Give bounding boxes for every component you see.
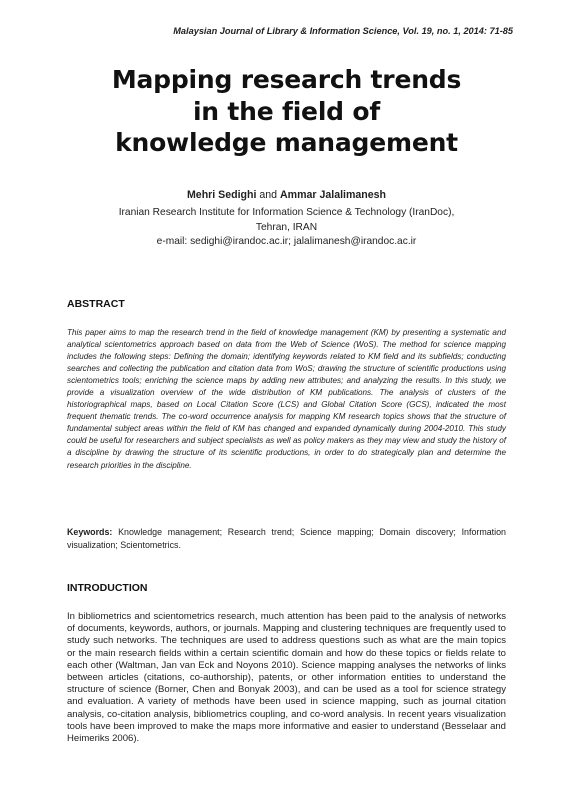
- title-line-2: in the field of: [192, 96, 381, 126]
- affiliation-institute: Iranian Research Institute for Information Science & Technology (IranDoc),: [118, 207, 455, 218]
- abstract-text: This paper aims to map the research trend in the field of knowledge management (KM) by presenting a systematic and analytical scientometrics approach based on data from the Web of Science (WoS). The method for science mapping includes the following steps: Defining the domain; identifying keywords related to KM field and its subfields; conducting searches and collecting the publication and citation data from WoS; drawing the structure of scientific productions using scientometrics tools; enriching the science maps by adding new attributes; and analyzing the results. In this study, we provide a visualization overview of the wide distribution of KM publications. The analysis of clusters of the historiographical maps, based on Local Citation Score (LCS) and Global Citation Score (GCS), indicated the most frequent thematic trends. The co-word occurrence analysis for mapping KM research topics shows that the structure of fundamental subject areas within the field of KM has changed and expanded dynamically during 2004-2010. This study could be useful for researchers and subject specialists as well as policy makers as they may view and study the history of a discipline by drawing the structure of its scientific productions, in order to do strategically plan and determine the research priorities in the discipline.: [67, 328, 506, 470]
- author-1: Mehri Sedighi: [186, 189, 257, 201]
- affiliation-location: Tehran, IRAN: [255, 221, 318, 233]
- abstract-heading: ABSTRACT: [67, 298, 125, 310]
- paper-title: [60, 64, 513, 159]
- keywords-text: Knowledge management; Research trend; Science mapping; Domain discovery; Information visualization; Scientometrics.: [67, 527, 506, 550]
- title-line-1: Mapping research trends: [111, 65, 462, 94]
- running-head: Malaysian Journal of Library & Information Science, Vol. 19, no. 1, 2014: 71-85: [173, 26, 513, 36]
- author-2: Ammar Jalalimanesh: [280, 189, 387, 201]
- affiliation: [60, 206, 513, 250]
- introduction-text: In bibliometrics and scientometrics research, much attention has been paid to the analysis of networks of documents, keywords, authors, or journals. Mapping and clustering techniques are frequently used to study such networks. The techniques are used to address questions such as what are the main topics or the main research fields within a certain scientific domain and how do these topics or fields relate to each other (Waltman, Jan van Eck and Noyons 2010). Science mapping analyses the networks of links between articles (citations, co-authorship), patents, or other information entities to understand the structure of science (Borner, Chen and Bonyak 2003), and can be used as a tool for science strategy and evaluation. A variety of methods have been used in science mapping, such as journal citation analysis, co-citation analysis, bibliometrics coupling, and co-word analysis. In recent years visualization tools have been improved to make the maps more informative and easier to understand (Besselaar and Heimeriks 2006).: [67, 611, 506, 745]
- author-line: [60, 189, 513, 202]
- affiliation-email: e-mail: sedighi@irandoc.ac.ir; jalalimanesh@irandoc.ac.ir: [156, 236, 417, 247]
- keywords-label: Keywords:: [67, 527, 113, 537]
- keywords: [67, 526, 506, 551]
- title-line-3: knowledge management: [115, 128, 458, 157]
- introduction-heading: INTRODUCTION: [67, 582, 148, 594]
- author-conjunction: and: [256, 189, 281, 201]
